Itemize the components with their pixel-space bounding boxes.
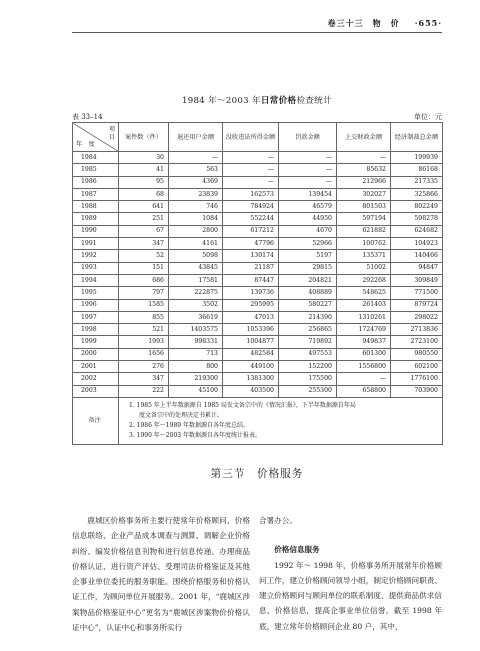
notes-row <box>73 397 443 444</box>
table-cell: 4161 <box>169 238 223 250</box>
table-cell: 52 <box>119 250 169 262</box>
table-cell: — <box>279 176 337 188</box>
column-header: 罚款金额 <box>279 123 337 152</box>
column-header: 经济制裁总金额 <box>391 123 443 152</box>
table-cell: 51002 <box>337 262 391 274</box>
table-cell: 251 <box>119 213 169 225</box>
note-line: 3. 1990 年～2003 年数据源自各年度统计报表。 <box>129 431 261 439</box>
table-title-suffix: 检查统计 <box>296 96 333 106</box>
table-cell: 46579 <box>279 201 337 213</box>
table-cell: — <box>337 373 391 385</box>
table-cell: 601300 <box>337 348 391 360</box>
table-cell: 602100 <box>391 361 443 373</box>
table-cell: 41 <box>119 164 169 176</box>
table-cell: 199939 <box>391 152 443 164</box>
table-cell: 621882 <box>337 225 391 237</box>
table-cell: 497553 <box>279 348 337 360</box>
corner-item-1: 项 <box>108 126 115 133</box>
table-cell: 641 <box>119 201 169 213</box>
table-cell: 100762 <box>337 238 391 250</box>
table-row <box>73 287 443 299</box>
table-row <box>73 238 443 250</box>
table-cell: 2723100 <box>391 336 443 348</box>
table-cell: 879724 <box>391 299 443 311</box>
table-cell: 597194 <box>337 213 391 225</box>
table-cell: 482584 <box>223 348 279 360</box>
table-cell: 94847 <box>391 262 443 274</box>
table-cell: 998331 <box>169 336 223 348</box>
table-cell: 580227 <box>279 299 337 311</box>
running-title: 卷三十三 物 价 <box>327 18 400 28</box>
year-cell: 2003 <box>73 385 119 397</box>
table-cell: 1556800 <box>337 361 391 373</box>
table-cell: — <box>279 164 337 176</box>
table-cell: 292268 <box>337 274 391 286</box>
table-cell: 521 <box>119 324 169 336</box>
table-cell: 152200 <box>279 361 337 373</box>
table-cell: 800 <box>169 361 223 373</box>
table-cell: 1656 <box>119 348 169 360</box>
table-cell: 855 <box>119 311 169 323</box>
table-cell: 256865 <box>279 324 337 336</box>
table-cell: 5197 <box>279 250 337 262</box>
table-cell: 44950 <box>279 213 337 225</box>
table-cell: 212966 <box>337 176 391 188</box>
table-cell: 52966 <box>279 238 337 250</box>
year-cell: 1986 <box>73 176 119 188</box>
table-cell: 1381300 <box>223 373 279 385</box>
table-cell: 624682 <box>391 225 443 237</box>
table-row <box>73 225 443 237</box>
table-cell: 261403 <box>337 299 391 311</box>
table-cell: 1993 <box>119 336 169 348</box>
price-inspection-table <box>72 122 443 445</box>
table-cell: 2800 <box>169 225 223 237</box>
table-cell: 1084 <box>169 213 223 225</box>
table-cell: — <box>279 152 337 164</box>
table-cell: 1585 <box>119 299 169 311</box>
table-title <box>72 94 442 106</box>
table-cell: 713 <box>169 348 223 360</box>
table-cell: 17581 <box>169 274 223 286</box>
table-cell: 47796 <box>223 238 279 250</box>
table-cell: 87447 <box>223 274 279 286</box>
table-cell: 1310261 <box>337 311 391 323</box>
table-cell: 139454 <box>279 188 337 200</box>
table-row <box>73 373 443 385</box>
table-cell: 1776100 <box>391 373 443 385</box>
table-corner-cell <box>73 123 119 152</box>
column-header: 退还用户金额 <box>169 123 223 152</box>
note-line: 2. 1986 年～1989 年数据源自各年度总结。 <box>129 421 249 429</box>
table-cell: 67 <box>119 225 169 237</box>
table-row <box>73 299 443 311</box>
table-title-prefix: 1984 年～2003 年 <box>181 96 261 106</box>
year-cell: 1996 <box>73 299 119 311</box>
table-cell: 980550 <box>391 348 443 360</box>
table-cell: 130174 <box>223 250 279 262</box>
year-cell: 2001 <box>73 361 119 373</box>
table-cell: 29815 <box>279 262 337 274</box>
table-row <box>73 213 443 225</box>
year-cell: 1992 <box>73 250 119 262</box>
table-cell: — <box>169 152 223 164</box>
table-row <box>73 164 443 176</box>
table-cell: 255300 <box>279 385 337 397</box>
year-cell: 1984 <box>73 152 119 164</box>
table-cell: 162573 <box>223 188 279 200</box>
table-cell: 204821 <box>279 274 337 286</box>
table-cell: 104923 <box>391 238 443 250</box>
year-cell: 1997 <box>73 311 119 323</box>
table-cell: — <box>223 152 279 164</box>
table-cell: 802249 <box>391 201 443 213</box>
table-row <box>73 262 443 274</box>
table-cell: 4670 <box>279 225 337 237</box>
table-row <box>73 348 443 360</box>
table-header-row <box>73 123 443 152</box>
subheading: 价格信息服务 <box>274 545 320 555</box>
table-cell: 686 <box>119 274 169 286</box>
year-cell: 1988 <box>73 201 119 213</box>
year-cell: 1995 <box>73 287 119 299</box>
table-cell: 23839 <box>169 188 223 200</box>
table-cell: 347 <box>119 238 169 250</box>
table-cell: 548625 <box>337 287 391 299</box>
table-row <box>73 385 443 397</box>
year-cell: 1998 <box>73 324 119 336</box>
column-header: 没收违法所得金额 <box>223 123 279 152</box>
table-cell: 784924 <box>223 201 279 213</box>
table-cell: 797 <box>119 287 169 299</box>
table-row <box>73 274 443 286</box>
table-cell: 295995 <box>223 299 279 311</box>
year-cell: 2002 <box>73 373 119 385</box>
table-cell: 403500 <box>223 385 279 397</box>
table-cell: 36619 <box>169 311 223 323</box>
table-cell: 3502 <box>169 299 223 311</box>
table-cell: 408889 <box>279 287 337 299</box>
table-row <box>73 250 443 262</box>
page-number: ·655· <box>414 18 442 28</box>
table-cell: 140466 <box>391 250 443 262</box>
year-cell: 1989 <box>73 213 119 225</box>
table-row <box>73 152 443 164</box>
table-body <box>73 152 443 398</box>
table-row <box>73 336 443 348</box>
table-cell: 449100 <box>223 361 279 373</box>
corner-item-2: 目 <box>108 134 115 141</box>
table-cell: 135371 <box>337 250 391 262</box>
table-cell: 325866 <box>391 188 443 200</box>
table-cell: — <box>223 176 279 188</box>
table-row <box>73 201 443 213</box>
table-cell: 45100 <box>169 385 223 397</box>
body-paragraph: 1992 年～ 1998 年，价格事务所开展常年价格顾问工作，建立价格顾问领导小组，制定价格顾问职责、建立价格顾问与顾问单位的联系制度、提供商品供求信息、价格信息，提高企事业单位信誉。截至 1998 年底，建立常年价格顾问企业 80 户，其中， <box>259 560 442 631</box>
table-cell: 617212 <box>223 225 279 237</box>
table-cell: 219300 <box>169 373 223 385</box>
notes-content <box>119 397 443 444</box>
year-cell: 1999 <box>73 336 119 348</box>
table-cell: 347 <box>119 373 169 385</box>
table-number: 表 33–14 <box>72 113 103 121</box>
table-cell: 5098 <box>169 250 223 262</box>
table-cell: 771500 <box>391 287 443 299</box>
year-cell: 1985 <box>73 164 119 176</box>
table-cell: 43845 <box>169 262 223 274</box>
table-unit: 单位：元 <box>414 113 442 121</box>
table-cell: 30 <box>119 152 169 164</box>
corner-year: 年 度 <box>76 141 95 148</box>
table-cell: 598278 <box>391 213 443 225</box>
table-cell: 217335 <box>391 176 443 188</box>
table-row <box>73 188 443 200</box>
table-cell: 1403575 <box>169 324 223 336</box>
table-row <box>73 176 443 188</box>
table-cell: 68 <box>119 188 169 200</box>
table-cell: 801503 <box>337 201 391 213</box>
table-cell: 222875 <box>169 287 223 299</box>
table-cell: 139736 <box>223 287 279 299</box>
table-cell: 746 <box>169 201 223 213</box>
table-cell: 302027 <box>337 188 391 200</box>
table-cell: 703900 <box>391 385 443 397</box>
year-cell: 1994 <box>73 274 119 286</box>
body-paragraph: 鹿城区价格事务所主要行使常年价格顾问、价格信息联络、企业产品成本调查与测算、调解企业价格纠纷、编发价格信息刊物和进行信息传递、办理商品价格认证、进行资产评估、受理司法价格鉴证及其他企事业单位委托的服务职能。围绕价格服务和价格认证工作，为顾问单位开展服务。2001 年，“鹿城区涉案物品价格鉴证中心”更名为“鹿城区涉案物价价格认证中心”，认证中心和事务所实行 <box>72 516 250 633</box>
table-cell: 1053396 <box>223 324 279 336</box>
table-cell: 4369 <box>169 176 223 188</box>
table-cell: 309849 <box>391 274 443 286</box>
table-cell: 276 <box>119 361 169 373</box>
table-cell: 95 <box>119 176 169 188</box>
table-cell: — <box>223 164 279 176</box>
table-cell: 47013 <box>223 311 279 323</box>
table-cell: 298022 <box>391 311 443 323</box>
year-cell: 1993 <box>73 262 119 274</box>
column-header: 上交财政金额 <box>337 123 391 152</box>
table-cell: 719892 <box>279 336 337 348</box>
running-header <box>0 18 442 29</box>
body-column-left <box>72 513 250 635</box>
section-title: 第三节 价格服务 <box>210 468 304 480</box>
table-cell: 1004877 <box>223 336 279 348</box>
table-cell: 21187 <box>223 262 279 274</box>
body-column-right <box>259 513 442 634</box>
column-header: 案件数（件） <box>119 123 169 152</box>
notes-label: 备注 <box>73 397 119 444</box>
year-cell: 2000 <box>73 348 119 360</box>
table-cell: 658800 <box>337 385 391 397</box>
table-row <box>73 361 443 373</box>
year-cell: 1990 <box>73 225 119 237</box>
table-cell: 85632 <box>337 164 391 176</box>
year-cell: 1991 <box>73 238 119 250</box>
table-row <box>73 324 443 336</box>
table-cell: 949837 <box>337 336 391 348</box>
table-row <box>73 311 443 323</box>
table-cell: 175500 <box>279 373 337 385</box>
body-paragraph-continued: 合署办公。 <box>259 516 297 525</box>
table-cell: 151 <box>119 262 169 274</box>
table-cell: 86168 <box>391 164 443 176</box>
table-cell: 222 <box>119 385 169 397</box>
table-cell: 2713836 <box>391 324 443 336</box>
table-cell: 214390 <box>279 311 337 323</box>
table-cell: 552244 <box>223 213 279 225</box>
year-cell: 1987 <box>73 188 119 200</box>
table-cell: — <box>337 152 391 164</box>
note-line: 1. 1985 年上半年数据源自 1985 局发文备宗中的《情况汇报》，下半年数据源自年局 <box>129 401 356 409</box>
note-line: 度文备宗中的处理决定书累计。 <box>139 411 224 419</box>
table-title-bold: 日常价格 <box>260 96 297 106</box>
table-cell: 1724769 <box>337 324 391 336</box>
table-cell: 563 <box>169 164 223 176</box>
header-rule <box>72 32 442 33</box>
